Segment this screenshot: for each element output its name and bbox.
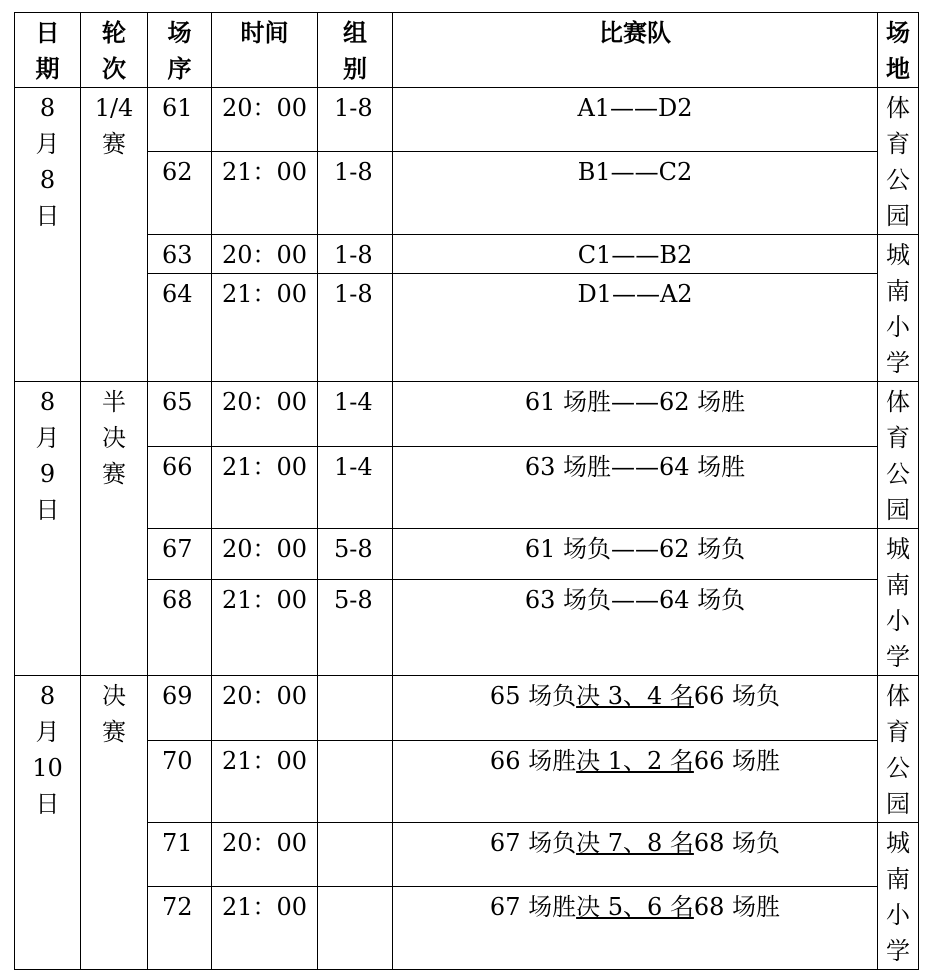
table-row — [15, 447, 919, 529]
table-row — [15, 235, 919, 274]
game-teams: C1——B2 — [393, 235, 878, 274]
game-no: 61 — [148, 88, 212, 152]
game-teams: 63 场胜——64 场胜 — [393, 447, 878, 529]
header-group: 组 别 — [318, 13, 393, 88]
venue-cell: 体 育 公 园 — [878, 88, 919, 235]
header-time: 时间 — [212, 13, 318, 88]
game-group — [318, 823, 393, 887]
game-no: 69 — [148, 676, 212, 741]
game-group: 5-8 — [318, 580, 393, 676]
game-group: 1-4 — [318, 382, 393, 447]
header-date: 日 期 — [15, 13, 81, 88]
game-no: 65 — [148, 382, 212, 447]
placement-label: 决 1、2 名 — [576, 747, 694, 775]
game-time: 21：00 — [212, 887, 318, 970]
table-row — [15, 676, 919, 741]
game-group: 1-8 — [318, 235, 393, 274]
game-group — [318, 741, 393, 823]
game-group: 1-4 — [318, 447, 393, 529]
game-no: 66 — [148, 447, 212, 529]
game-teams: 63 场负——64 场负 — [393, 580, 878, 676]
game-time: 21：00 — [212, 447, 318, 529]
venue-cell: 城 南 小 学 — [878, 823, 919, 970]
schedule-table — [14, 12, 919, 970]
round-cell: 决 赛 — [81, 676, 148, 970]
header-row — [15, 13, 919, 88]
game-no: 67 — [148, 529, 212, 580]
table-row — [15, 823, 919, 887]
game-group — [318, 887, 393, 970]
game-group: 1-8 — [318, 152, 393, 235]
game-no: 68 — [148, 580, 212, 676]
header-teams: 比赛队 — [393, 13, 878, 88]
table-row — [15, 274, 919, 382]
table-row — [15, 741, 919, 823]
table-row — [15, 152, 919, 235]
game-group: 5-8 — [318, 529, 393, 580]
game-no: 72 — [148, 887, 212, 970]
game-no: 63 — [148, 235, 212, 274]
game-time: 21：00 — [212, 741, 318, 823]
game-teams: 61 场胜——62 场胜 — [393, 382, 878, 447]
game-time: 20：00 — [212, 382, 318, 447]
game-teams: B1——C2 — [393, 152, 878, 235]
placement-label: 决 5、6 名 — [576, 893, 694, 921]
game-group: 1-8 — [318, 274, 393, 382]
venue-cell: 城 南 小 学 — [878, 235, 919, 382]
venue-cell: 体 育 公 园 — [878, 382, 919, 529]
game-teams: 66 场胜决 1、2 名66 场胜 — [393, 741, 878, 823]
table-row — [15, 382, 919, 447]
game-time: 20：00 — [212, 676, 318, 741]
game-time: 20：00 — [212, 235, 318, 274]
game-group — [318, 676, 393, 741]
game-no: 64 — [148, 274, 212, 382]
date-cell: 8 月 8 日 — [15, 88, 81, 382]
game-teams: D1——A2 — [393, 274, 878, 382]
game-teams: A1——D2 — [393, 88, 878, 152]
date-cell: 8 月 9 日 — [15, 382, 81, 676]
header-venue: 场 地 — [878, 13, 919, 88]
round-cell: 半 决 赛 — [81, 382, 148, 676]
venue-cell: 体 育 公 园 — [878, 676, 919, 823]
game-no: 70 — [148, 741, 212, 823]
game-teams: 67 场胜决 5、6 名68 场胜 — [393, 887, 878, 970]
game-no: 71 — [148, 823, 212, 887]
game-time: 21：00 — [212, 580, 318, 676]
game-group: 1-8 — [318, 88, 393, 152]
game-time: 20：00 — [212, 88, 318, 152]
game-time: 21：00 — [212, 152, 318, 235]
game-time: 20：00 — [212, 823, 318, 887]
header-round: 轮 次 — [81, 13, 148, 88]
placement-label: 决 7、8 名 — [576, 829, 694, 857]
game-time: 21：00 — [212, 274, 318, 382]
game-teams: 61 场负——62 场负 — [393, 529, 878, 580]
table-row — [15, 887, 919, 970]
game-teams: 65 场负决 3、4 名66 场负 — [393, 676, 878, 741]
table-row — [15, 88, 919, 152]
table-row — [15, 529, 919, 580]
round-cell: 1/4 赛 — [81, 88, 148, 382]
date-cell: 8 月 10 日 — [15, 676, 81, 970]
header-game-no: 场 序 — [148, 13, 212, 88]
placement-label: 决 3、4 名 — [576, 682, 694, 710]
table-row — [15, 580, 919, 676]
venue-cell: 城 南 小 学 — [878, 529, 919, 676]
game-time: 20：00 — [212, 529, 318, 580]
game-no: 62 — [148, 152, 212, 235]
game-teams: 67 场负决 7、8 名68 场负 — [393, 823, 878, 887]
